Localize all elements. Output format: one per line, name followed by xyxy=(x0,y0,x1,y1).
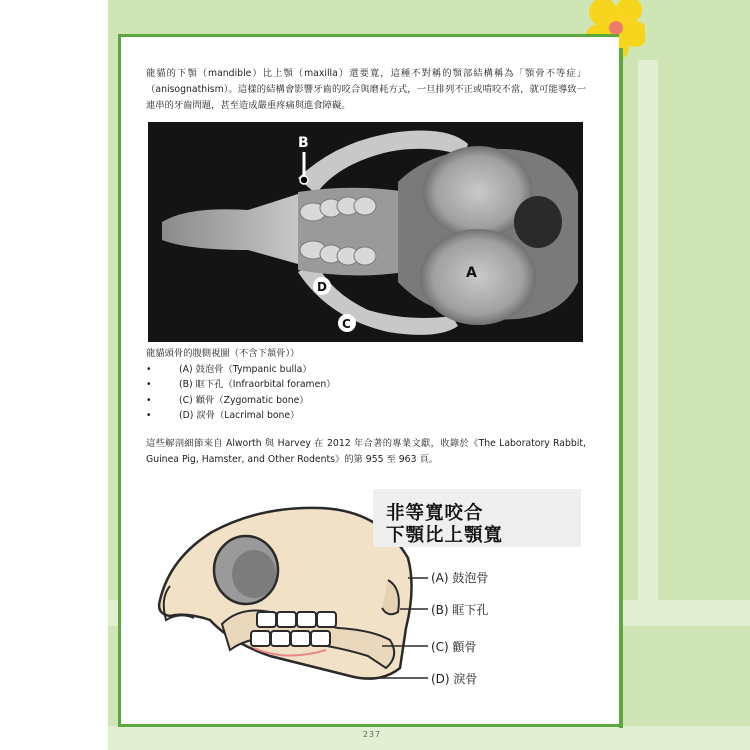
caption-title: 龍貓頭骨的腹側視圖（不含下頷骨）） xyxy=(146,348,300,359)
photo-caption xyxy=(146,346,586,424)
caption-item: • (D) 淚骨（Lacrimal bone） xyxy=(146,410,300,421)
illustration-label-b: (B) 眶下孔 xyxy=(431,603,489,617)
photo-label-d: D xyxy=(317,280,327,294)
photo-label-c: C xyxy=(342,317,351,331)
illustration-label-d: (D) 淚骨 xyxy=(431,672,478,686)
skull-ventral-photo xyxy=(148,122,583,342)
caption-item: • (A) 鼓泡骨（Tympanic bulla） xyxy=(146,363,312,375)
photo-label-b: B xyxy=(298,135,309,151)
caption-item: • (C) 顴骨（Zygomatic bone） xyxy=(146,394,309,406)
illustration-title-line2: 下顎比上顎寬 xyxy=(386,525,504,546)
caption-list xyxy=(146,362,586,424)
photo-label-b-target xyxy=(300,176,308,184)
frame-stripe xyxy=(638,60,658,600)
page-edge-right xyxy=(619,48,623,728)
illustration-title-line1: 非等寬咬合 xyxy=(386,503,484,524)
frame-stripe xyxy=(108,726,750,750)
illustration-label-c: (C) 顴骨 xyxy=(431,640,477,654)
source-paragraph: 這些解剖細節來自 Alworth 與 Harvey 在 2012 年合著的專業文獻，收錄於《The Laboratory Rabbit, Guinea Pig, Hamster, and Other Rodents》的第 955 至 963 頁。 xyxy=(146,438,586,465)
page-number: 237 xyxy=(362,730,382,739)
intro-paragraph: 龍貓的下顎（mandible）比上顎（maxilla）還要寬，這種不對稱的顎部結構稱為「顎骨不等症」（anisognathism）。這樣的結構會影響牙齒的咬合與磨耗方式，一旦排列不正或啃咬不當，就可能導致一連串的牙齒問題，甚至造成嚴重疼痛與進食障礙。 xyxy=(146,68,586,111)
photo-label-a: A xyxy=(466,265,477,281)
illustration-label-a: (A) 鼓泡骨 xyxy=(431,571,489,585)
caption-item: • (B) 眶下孔（Infraorbital foramen） xyxy=(146,379,336,390)
page-edge-bottom xyxy=(118,724,623,727)
